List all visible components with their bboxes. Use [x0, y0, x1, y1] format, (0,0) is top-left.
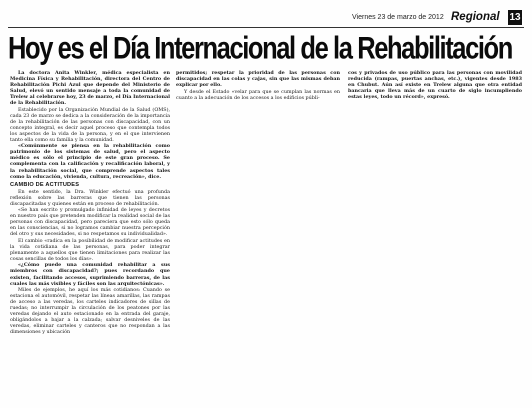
- paragraph: Establecido por la Organización Mundial de la Salud (OMS), cada 23 de marzo se dedica a la consideración de la importancia de la rehabilitación de las personas con discapacidad, con un concepto integral, es decir aquel proceso que contempla todos los aspectos de la vida de la persona, y en el que intervienen tanto ella como su familia y la comunidad.: [10, 106, 170, 143]
- paragraph: Miles de ejemplos, he aquí los más cotidianos: Cuando se estaciona el automóvil, respetar las líneas amarillas, las rampas de acceso a las veredas, los carteles indicadores de sillas de ruedas; no interrumpir la circulación de los peatones por las veredas dejando el auto estacionado en la entrada del garaje, obligándolos a bajar a la calzada; salvar desniveles de las veredas, eliminar carteles y canteros que no respondan a las dimensiones y ubicación: [10, 286, 170, 336]
- paragraph: Y desde el Estado «velar para que se cumplan las normas en cuanto a la adecuación de los accesos a los edificios públi-: [176, 88, 340, 101]
- article-column-1: [10, 70, 170, 336]
- header-date: Viernes 23 de marzo de 2012: [352, 14, 444, 21]
- paragraph: «Se han escrito y promulgado infinidad de leyes y decretos en nuestro país que pretenden modificar la realidad social de las personas con discapacidad, pero pareciera que esto sólo queda en las consciencias, si no logramos cambiar nuestra percepción del otro y sus necesidades, si no respetamos su individualidad».: [10, 207, 170, 238]
- paragraph: cos y privados de uso público para las personas con movilidad reducida (rampas, puertas anchas, etc.), vigentes desde 1983 en Chubut. Aún así existe en Trelew alguna que otra entidad bancaria que lleva más de un cuarto de siglo incumpliendo estas leyes, todo un récord», expresó.: [348, 70, 522, 101]
- section-title: Regional: [451, 11, 500, 23]
- paragraph: La doctora Anita Winkler, médica especialista en Medicina Física y Rehabilitación, directora del Centro de Rehabilitación Pichi Azul que depende del Ministerio de Salud, elevó un sentido mensaje a toda la comunidad de Trelew al celebrarse hoy, 23 de marzo, el Día Internacional de la Rehabilitación.: [10, 70, 170, 107]
- subheading: CAMBIO DE ACTITUDES: [10, 181, 80, 188]
- page-number-badge: 13: [509, 12, 521, 23]
- paragraph: En este sentido, la Dra. Winkler efectuó una profunda reflexión sobre las barreras que tienen las personas discapacitadas y quienes están en proceso de rehabilitación.: [10, 188, 170, 207]
- paragraph: «Comúnmente se piensa en la rehabilitación como patrimonio de los sistemas de salud, pero el aspecto médico es sólo el principio de este gran proceso. Se complementa con la calificación y recalificación laboral, y la rehabilitación social, que comprende aspectos tales como la educación, vivienda, cultura, recreación», dice.: [10, 143, 170, 180]
- paragraph: permitidos; respetar la prioridad de las personas con discapacidad en las colas y cajas, sin que las mismas deban explicar por ello.: [176, 70, 340, 89]
- header-rule: [8, 27, 524, 28]
- paragraph: «¿Cómo puede una comunidad rehabilitar a sus miembros con discapacidad?; pues recordando que existen, facilitando accesos, suprimiendo barreras, de las cuales las más visibles y fáciles son las arquitectónicas».: [10, 262, 170, 287]
- paragraph: El cambio «radica en la posibilidad de modificar actitudes en la vida cotidiana de las personas, para poder integrar plenamente a aquellos que tienen limitaciones para realizar las cosas sencillas de todos los días».: [10, 237, 170, 262]
- headline: Hoy es el Día Internacional de la Rehabilitación: [8, 31, 512, 66]
- page-header: [0, 12, 532, 28]
- article-column-3: [348, 70, 522, 101]
- article-column-2: [176, 70, 340, 101]
